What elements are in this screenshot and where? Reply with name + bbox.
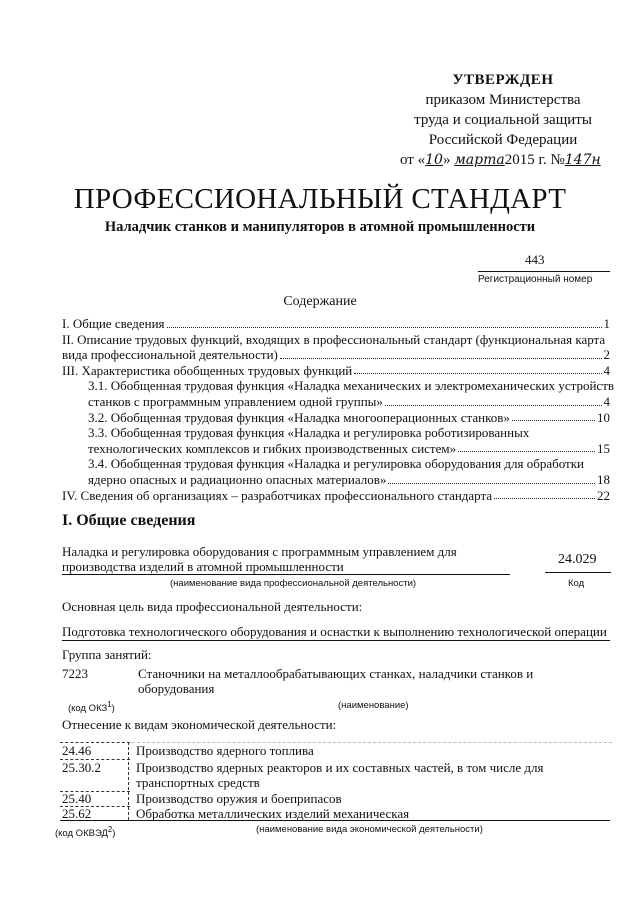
activity-code: 24.029 bbox=[558, 552, 597, 567]
approval-line-ministry: приказом Министерства bbox=[425, 92, 581, 108]
toc-item[interactable]: 3.2. Обобщенная трудовая функция «Наладка многооперационных станков» 10 bbox=[88, 409, 610, 425]
toc-item-line: II. Описание трудовых функций, входящих в профессиональный стандарт (функциональная карта bbox=[62, 331, 606, 347]
toc-leader bbox=[388, 483, 595, 484]
date-day: 10 bbox=[425, 152, 443, 168]
toc-leader bbox=[512, 420, 595, 421]
okved-bottom-line bbox=[60, 820, 610, 821]
okved-divider bbox=[128, 742, 129, 820]
page-title: ПРОФЕССИОНАЛЬНЫЙ СТАНДАРТ bbox=[73, 183, 567, 215]
toc-item[interactable]: IV. Сведения об организациях – разработчиках профессионального стандарта 22 bbox=[62, 487, 610, 503]
group-label: Группа занятий: bbox=[62, 647, 152, 662]
toc-leader bbox=[280, 358, 602, 359]
okved-code: 25.40 bbox=[62, 791, 92, 806]
okz-name-line2: оборудования bbox=[138, 681, 215, 696]
toc-page: 4 bbox=[603, 362, 610, 378]
okz-code-caption: (код ОКЗ$^1$) bbox=[68, 700, 115, 715]
okved-code-caption: (код ОКВЭД$^2$) bbox=[55, 825, 116, 840]
toc-leader bbox=[385, 405, 602, 406]
toc-item[interactable]: технологических комплексов и гибких производственных систем» 15 bbox=[88, 440, 610, 456]
okved-name: Производство ядерного топлива bbox=[136, 743, 314, 758]
toc-item[interactable]: ядерно опасных и радиационно опасных материалов» 18 bbox=[88, 471, 610, 487]
date-mid: » bbox=[442, 152, 455, 168]
toc-page: 1 bbox=[603, 316, 610, 331]
toc-leader bbox=[167, 327, 602, 328]
okz-name-caption: (наименование) bbox=[338, 700, 409, 711]
toc-page: 4 bbox=[603, 393, 610, 409]
toc-item[interactable]: вида профессиональной деятельности) 2 bbox=[62, 347, 610, 363]
table-of-contents bbox=[62, 316, 615, 503]
toc-page: 2 bbox=[603, 347, 610, 363]
toc-item-line: 3.1. Обобщенная трудовая функция «Наладка механических и электромеханических устройств bbox=[88, 378, 615, 394]
goal-label: Основная цель вида профессиональной деятельности: bbox=[62, 599, 363, 614]
activity-name-line2: производства изделий в атомной промышленности bbox=[62, 559, 344, 574]
code-underline bbox=[545, 572, 611, 573]
toc-page: 15 bbox=[597, 440, 610, 456]
approval-block bbox=[398, 70, 608, 170]
okved-name-cont: транспортных средств bbox=[136, 775, 260, 790]
toc-page: 18 bbox=[597, 471, 610, 487]
toc-page: 22 bbox=[597, 487, 610, 503]
goal-text: Подготовка технологического оборудования и оснастки к выполнению технологической операции bbox=[62, 624, 607, 639]
toc-item[interactable]: I. Общие сведения 1 bbox=[62, 316, 610, 331]
registration-underline bbox=[478, 271, 610, 272]
okved-name-caption: (наименование вида экономической деятельности) bbox=[256, 824, 483, 835]
registration-number: 443 bbox=[525, 252, 545, 267]
okz-name-line1: Станочники на металлообрабатывающих станках, наладчики станков и bbox=[138, 666, 534, 681]
okved-name: Обработка металлических изделий механическая bbox=[136, 806, 410, 821]
activity-caption: (наименование вида профессиональной деятельности) bbox=[170, 578, 417, 589]
approval-line-labor: труда и социальной защиты bbox=[414, 112, 592, 128]
date-prefix: от « bbox=[400, 152, 426, 168]
approval-line-federation: Российской Федерации bbox=[428, 132, 578, 148]
code-caption: Код bbox=[568, 578, 585, 589]
approval-date bbox=[398, 150, 608, 170]
okved-name: Производство ядерных реакторов и их составных частей, в том числе для bbox=[136, 760, 544, 775]
toc-item-line: 3.4. Обобщенная трудовая функция «Наладка и регулировка оборудования для обработки bbox=[88, 456, 584, 472]
activity-underline bbox=[62, 574, 510, 575]
toc-item[interactable]: III. Характеристика обобщенных трудовых функций 4 bbox=[62, 362, 610, 378]
okved-code: 25.62 bbox=[62, 806, 92, 821]
okz-code: 7223 bbox=[62, 666, 88, 681]
econ-label: Отнесение к видам экономической деятельности: bbox=[62, 717, 337, 732]
registration-label: Регистрационный номер bbox=[478, 274, 593, 285]
toc-leader bbox=[458, 451, 595, 452]
toc-leader bbox=[354, 373, 601, 374]
toc-item-line: 3.3. Обобщенная трудовая функция «Наладка и регулировка роботизированных bbox=[88, 425, 530, 441]
activity-name-line1: Наладка и регулировка оборудования с программным управлением для bbox=[62, 544, 457, 559]
order-number: 147н bbox=[564, 152, 601, 168]
section-heading: I. Общие сведения bbox=[62, 512, 196, 529]
okved-code: 24.46 bbox=[62, 743, 92, 758]
toc-page: 10 bbox=[597, 409, 610, 425]
goal-underline bbox=[62, 640, 610, 641]
page-subtitle: Наладчик станков и манипуляторов в атомной промышленности bbox=[104, 219, 536, 235]
okved-code: 25.30.2 bbox=[62, 760, 101, 775]
date-year: 2015 г. № bbox=[504, 152, 565, 168]
contents-title: Содержание bbox=[283, 294, 357, 309]
okved-name: Производство оружия и боеприпасов bbox=[136, 791, 342, 806]
date-month: марта bbox=[454, 152, 505, 168]
toc-item[interactable]: станков с программным управлением одной группы» 4 bbox=[88, 393, 610, 409]
approval-heading: УТВЕРЖДЕН bbox=[452, 72, 554, 88]
toc-leader bbox=[494, 498, 595, 499]
